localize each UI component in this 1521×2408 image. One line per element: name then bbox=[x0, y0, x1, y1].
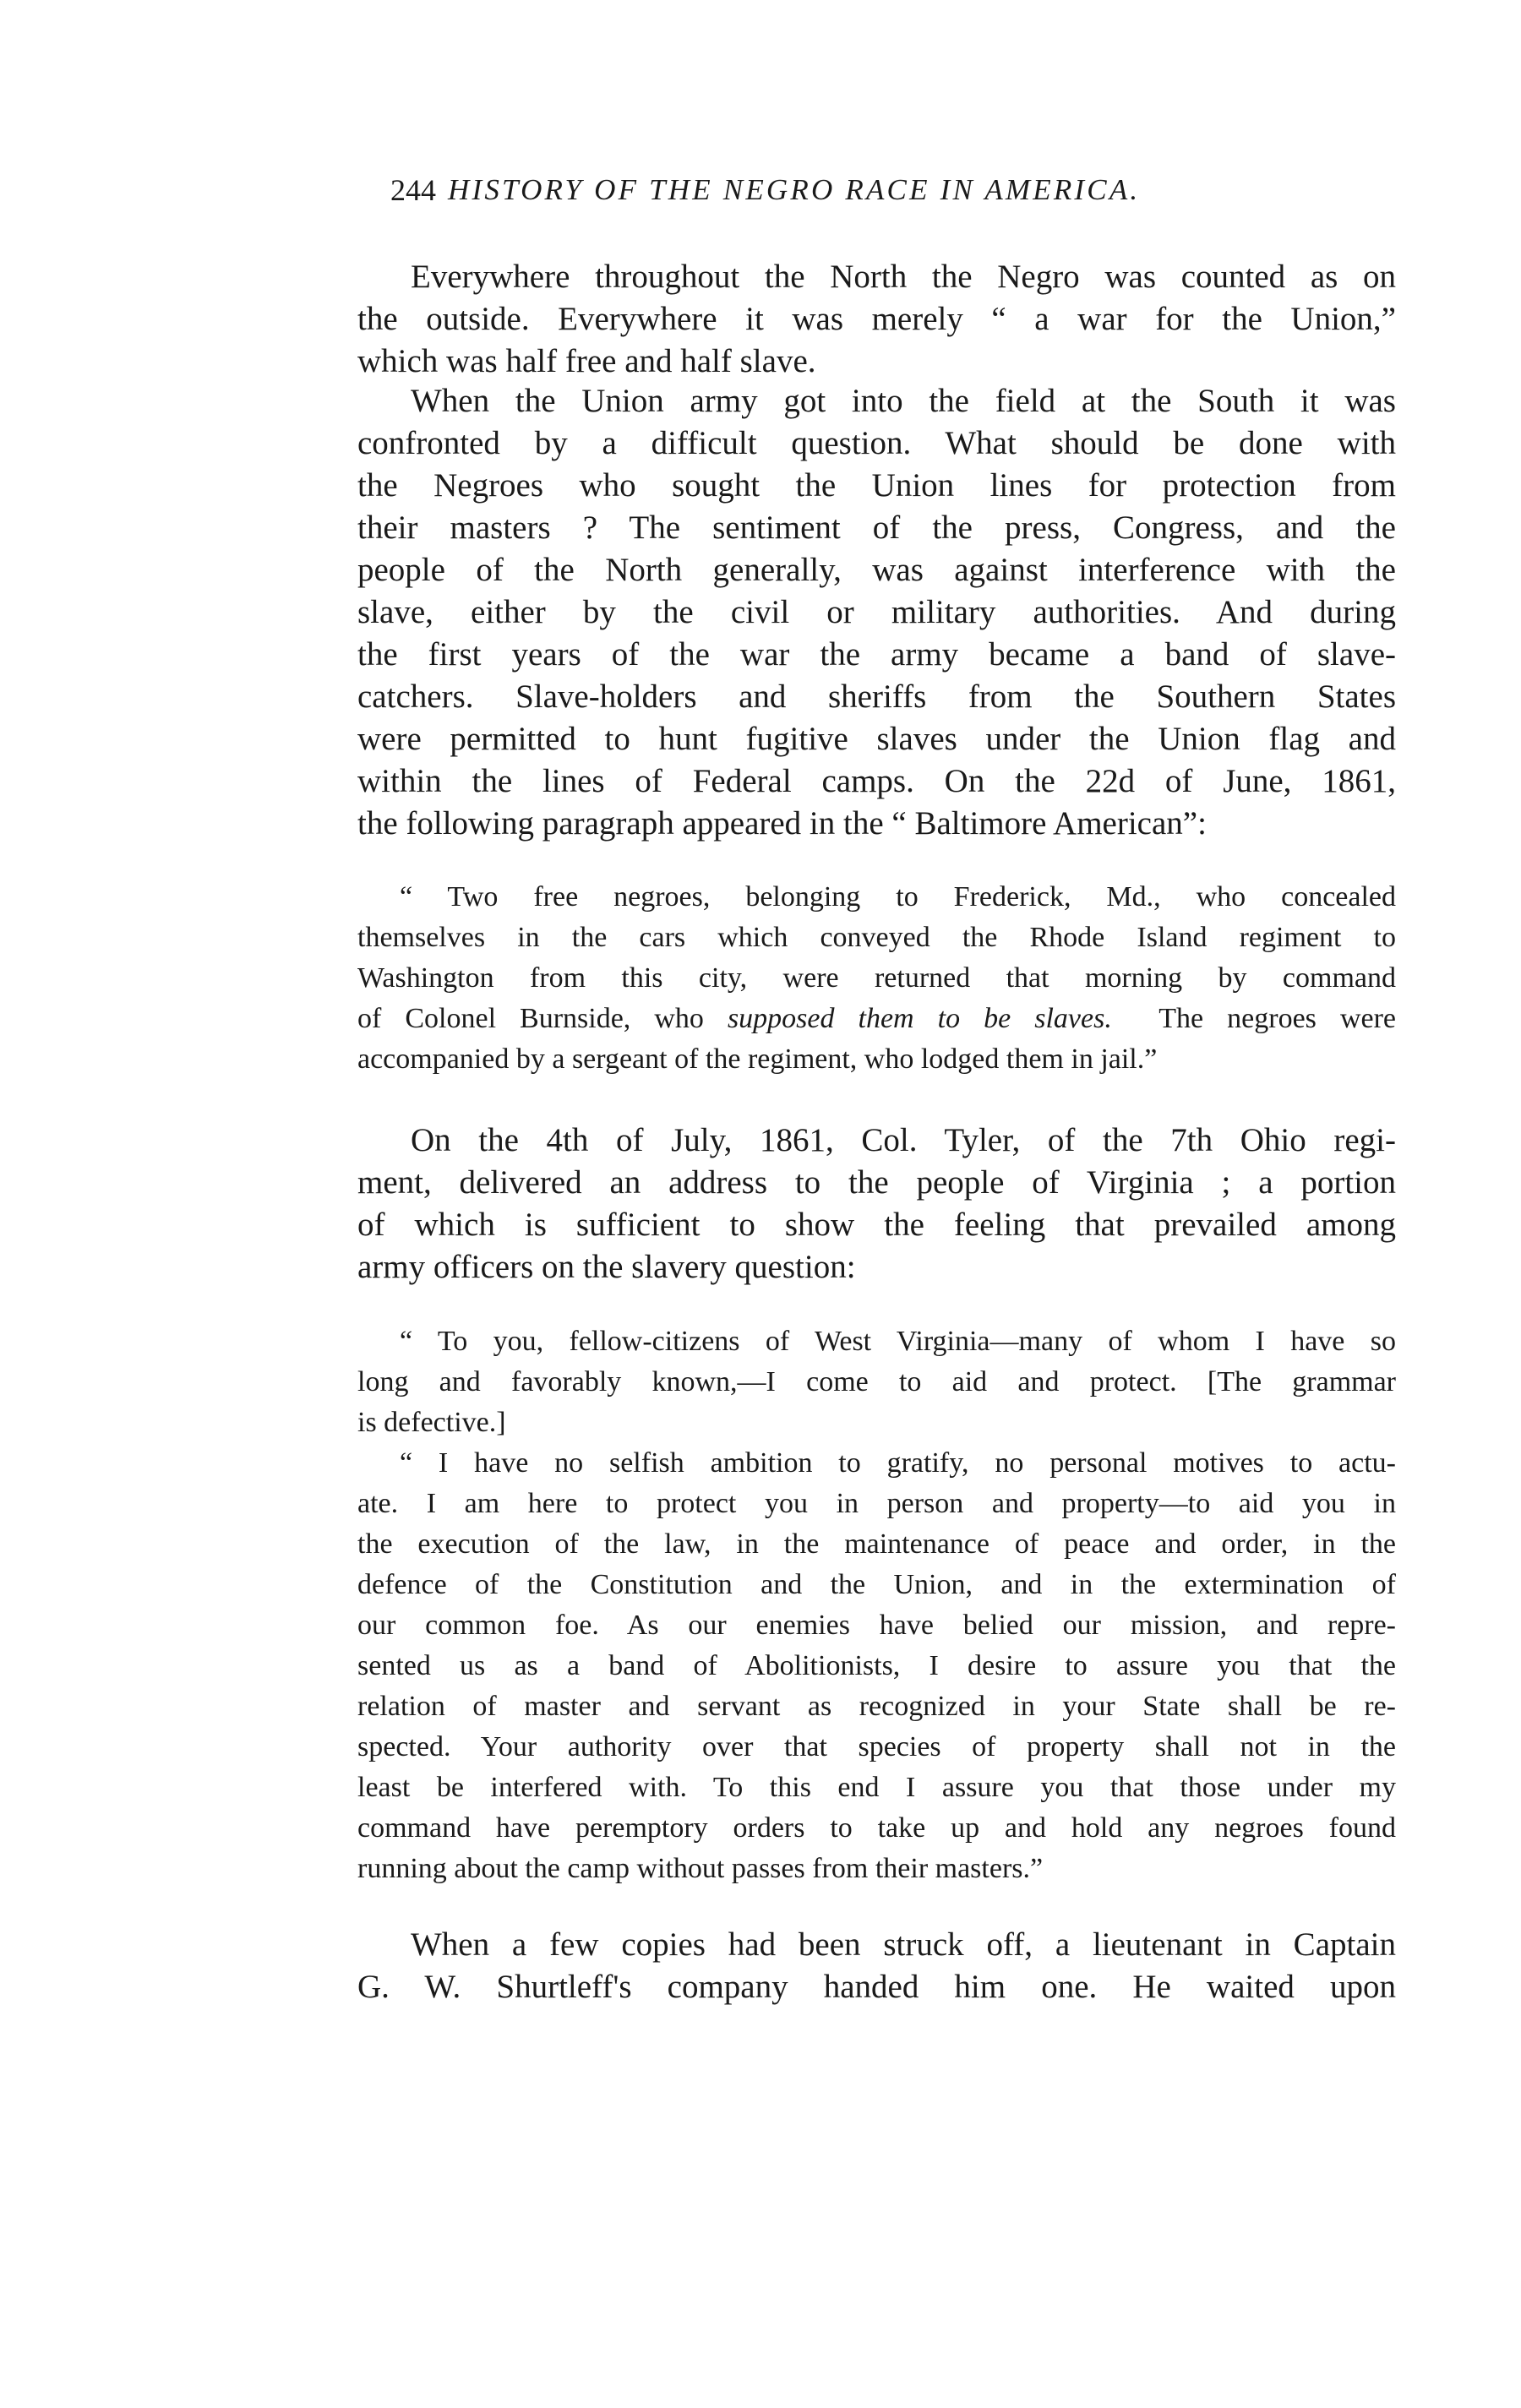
text-line: of which is sufficient to show the feeling that prevailed among bbox=[357, 1207, 1396, 1243]
text-line: confronted by a difficult question. What should be done with bbox=[357, 425, 1396, 461]
text-line: When the Union army got into the field at the South it was bbox=[411, 383, 1396, 419]
text-line: slave, either by the civil or military authorities. And during bbox=[357, 594, 1396, 630]
italic-phrase: supposed them to be slaves. bbox=[727, 1003, 1112, 1034]
text-line: is defective.] bbox=[357, 1407, 506, 1438]
text-line: defence of the Constitution and the Union, and in the extermination of bbox=[357, 1569, 1396, 1600]
text-line: Washington from this city, were returned that morning by command bbox=[357, 962, 1396, 994]
text-line: their masters ? The sentiment of the press, Congress, and the bbox=[357, 509, 1396, 546]
text-line: themselves in the cars which conveyed the Rhode Island regiment to bbox=[357, 922, 1396, 953]
text-line: running about the camp without passes from their masters.” bbox=[357, 1853, 1044, 1884]
text-line: catchers. Slave-holders and sheriffs from the Southern States bbox=[357, 678, 1396, 715]
paragraph bbox=[357, 1120, 1396, 1288]
text-line: When a few copies had been struck off, a lieutenant in Captain bbox=[411, 1926, 1396, 1963]
page-number: 244 bbox=[390, 173, 436, 207]
text-line: the execution of the law, in the maintenance of peace and order, in the bbox=[357, 1528, 1396, 1560]
text-line: Everywhere throughout the North the Negro was counted as on bbox=[411, 259, 1396, 295]
text-line: people of the North generally, was against interference with the bbox=[357, 552, 1396, 588]
paragraph bbox=[357, 380, 1396, 845]
block-quote bbox=[357, 877, 1396, 1080]
text-line: “ Two free negroes, belonging to Frederick, Md., who concealed bbox=[400, 881, 1396, 913]
paragraph bbox=[357, 256, 1396, 383]
text-line: were permitted to hunt fugitive slaves under the Union flag and bbox=[357, 721, 1396, 757]
text-line: On the 4th of July, 1861, Col. Tyler, of the 7th Ohio regi- bbox=[411, 1122, 1396, 1158]
text-line: the following paragraph appeared in the “ Baltimore American”: bbox=[357, 805, 1207, 842]
text-line: least be interfered with. To this end I assure you that those under my bbox=[357, 1772, 1396, 1803]
text-line: command have peremptory orders to take up and hold any negroes found bbox=[357, 1812, 1396, 1844]
text-line: the outside. Everywhere it was merely “ a war for the Union,” bbox=[357, 301, 1396, 337]
text-segment: The negroes were bbox=[1111, 1003, 1397, 1034]
text-line: sented us as a band of Abolitionists, I desire to assure you that the bbox=[357, 1650, 1396, 1681]
text-segment: of Colonel Burnside, who bbox=[357, 1003, 728, 1034]
text-line: “ To you, fellow-citizens of West Virginia—many of whom I have so bbox=[400, 1326, 1396, 1357]
text-line: long and favorably known,—I come to aid and protect. [The grammar bbox=[357, 1366, 1396, 1397]
text-line: army officers on the slavery question: bbox=[357, 1249, 856, 1285]
text-line: which was half free and half slave. bbox=[357, 343, 816, 379]
running-header bbox=[390, 169, 1396, 211]
text-line bbox=[357, 999, 1396, 1039]
text-line: our common foe. As our enemies have belied our mission, and repre- bbox=[357, 1610, 1396, 1641]
text-line: spected. Your authority over that species of property shall not in the bbox=[357, 1731, 1396, 1762]
text-line: G. W. Shurtleff's company handed him one. He waited upon bbox=[357, 1969, 1396, 2005]
text-line: the Negroes who sought the Union lines for protection from bbox=[357, 467, 1396, 504]
text-line: accompanied by a sergeant of the regiment, who lodged them in jail.” bbox=[357, 1043, 1158, 1075]
text-line: ment, delivered an address to the people of Virginia ; a portion bbox=[357, 1164, 1396, 1201]
block-quote bbox=[357, 1321, 1396, 1889]
text-line: the first years of the war the army became a band of slave- bbox=[357, 636, 1396, 673]
paragraph bbox=[357, 1924, 1396, 2008]
text-line: relation of master and servant as recognized in your State shall be re- bbox=[357, 1691, 1396, 1722]
text-line: within the lines of Federal camps. On the 22d of June, 1861, bbox=[357, 763, 1396, 799]
running-title: HISTORY OF THE NEGRO RACE IN AMERICA. bbox=[448, 173, 1141, 206]
text-line: “ I have no selfish ambition to gratify, no personal motives to actu- bbox=[400, 1447, 1396, 1479]
text-line: ate. I am here to protect you in person and property—to aid you in bbox=[357, 1488, 1396, 1519]
